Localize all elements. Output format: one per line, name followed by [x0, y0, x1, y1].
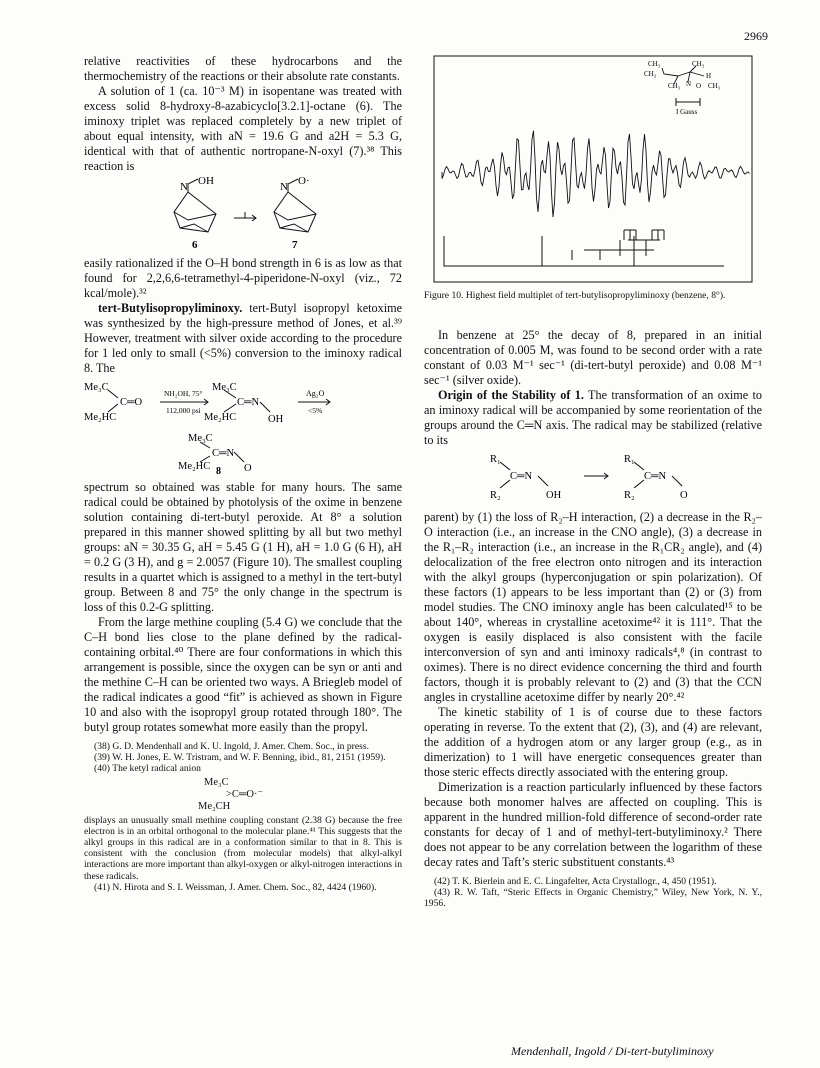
group-label: Me₂CH	[198, 800, 231, 812]
atom-label: O	[696, 82, 702, 90]
reagent-label: Ag₂O	[306, 389, 325, 398]
atom-label: CH₃	[648, 60, 661, 68]
group-label: OH	[268, 414, 284, 425]
group-label: OH	[546, 489, 562, 501]
paragraph: Dimerization is a reaction particularly influenced by these factors because both monomer halves are affected on coupling. This is apparent in the hundred million-fold difference of second-order rate constants for decay of 1 and of methyl-tert-butyliminoxy.² There does not appear to be any correlation between the logarithm of these decay rates and Taft’s steric substituent constants.⁴³	[424, 779, 762, 869]
compound-label: 8	[216, 466, 221, 474]
paragraph: relative reactivities of these hydrocarbons and the thermochemistry of the reactions or their absolute rate constants.	[84, 54, 402, 83]
section-heading: Origin of the Stability of 1.	[438, 387, 584, 402]
paragraph-text: tert-Butyl isopropyl ketoxime was synthesized by the high-pressure method of Jones, et al.³⁹ However, treatment with silver oxide according to the procedure for 1 led only to small (<5%) conversion to the iminoxy radical 8. The	[84, 301, 402, 375]
compound-label: 6	[192, 239, 198, 250]
paragraph	[424, 388, 762, 448]
gauss-label: I Gauss	[676, 108, 698, 116]
group-label: C═N	[644, 470, 667, 482]
group-label: Me₂HC	[204, 412, 237, 423]
paragraph: parent) by (1) the loss of R₂–H interaction, (2) a decrease in the R₂–O interaction (i.e., an increase in the CNO angle), (3) a decrease in the R₁–R₂ interaction (i.e., an increase in the R₁CR₂ angle), and (4) delocalization of the free electron onto nitrogen and its interaction with the alkyl groups (hyperconjugation or spin polarization). Of these factors (1) appears to be less important than (2) or (3) from model studies. The CNO iminoxy angle has been calculated¹⁵ to be about 140°, whereas in crystalline acetoxime⁴² it is 111°. That the oxygen is easily displaced is also consistent with the facile interconversion of syn and anti iminoxy radicals⁴,⁸ (in contrast to oximes). There is no direct evidence concerning the third and fourth factors, though it is probably relevant to (2) and (3) that the CCN angles in crystalline acetoxime differ by nearly 20°.⁴²	[424, 509, 762, 704]
section-heading: tert-Butylisopropyliminoxy.	[98, 301, 243, 315]
footnote: (41) N. Hirota and S. I. Weissman, J. Amer. Chem. Soc., 82, 4424 (1960).	[94, 881, 377, 893]
atom-label: H	[706, 72, 712, 80]
footnotes	[424, 876, 762, 910]
reagent-label: NH₂OH, 75°	[164, 389, 203, 398]
footnote: displays an unusually small methine coupling constant (2.38 G) because the free electron is in an orbital orthogonal to the molecular plane.⁴¹ This suggests that the alkyl groups in this radical are in a conformation similar to that in 8. This is consistent with the conclusion (from molecular models) that alkyl-alkyl interactions are more important than alkyl-oxygen or alkyl-nitrogen interactions in these radicals.	[84, 814, 402, 882]
page-number: 2969	[744, 29, 768, 43]
scheme-nortropane	[84, 176, 402, 254]
gauss-scale-bar	[676, 98, 700, 106]
group-label: C═N	[212, 448, 235, 459]
atom-label: N	[180, 181, 188, 193]
footnote: (39) W. H. Jones, E. W. Tristram, and W. F. Benning, ibid., 81, 2151 (1959).	[94, 752, 386, 764]
figure-caption: Figure 10. Highest field multiplet of tert-butylisopropyliminoxy (benzene, 8°).	[424, 290, 726, 301]
footnote: (38) G. D. Mendenhall and K. U. Ingold, J. Amer. Chem. Soc., in press.	[94, 741, 369, 752]
footnote: (40) The ketyl radical anion	[94, 763, 201, 775]
paragraph: A solution of 1 (ca. 10⁻³ M) in isopentane was treated with excess solid 8-hydroxy-8-azabicyclo[3.2.1]-octane (6). The iminoxy triplet was replaced completely by a new triplet of about equal intensity, with aN = 19.6 G and a2H = 5.3 G, identical with that of authentic nortropane-N-oxyl (7).³⁸ This reaction is	[84, 84, 402, 173]
spectrum-trace	[442, 131, 750, 217]
atom-label: CH₃	[644, 70, 657, 78]
paragraph-text: The transformation of an oxime to an iminoxy radical will be accompanied by some reorientation of the groups around the C═N axis. The radical may be stabilized (relative to its	[424, 387, 763, 447]
figure-10	[424, 54, 762, 302]
scheme-oxime-synthesis-drawing	[84, 378, 402, 474]
paragraph: spectrum so obtained was stable for many hours. The same radical could be obtained by photolysis of the oxime in benzene solution containing di-tert-butyl peroxide. At 8° a solution prepared in this manner showed splitting by all but two methyl groups: aN = 30.35 G, aH = 5.45 G (1 H), aH = 1.0 G (6 H), aH = 0.2 G (3 H), and g = 2.0057 (Figure 10). The smallest coupling results in a quartet which is assigned to a methyl in the tert-butyl group. Between 8 and 75° the only change in the spectrum is loss of this 0.2-G splitting.	[84, 480, 402, 614]
scheme-oxime-radical	[424, 450, 762, 508]
right-column	[424, 54, 762, 909]
reagent-label: 112,000 psi	[166, 406, 201, 415]
group-label: Me₂HC	[84, 412, 117, 423]
atom-label: N	[280, 181, 288, 193]
group-label: O	[680, 489, 688, 501]
left-column	[84, 54, 402, 893]
paragraph	[84, 301, 402, 376]
figure-frame	[434, 56, 752, 282]
group-label: C═N	[237, 397, 260, 408]
stick-diagram	[444, 230, 724, 266]
running-footer: Mendenhall, Ingold / Di-tert-butyliminoxy	[511, 1044, 714, 1058]
atom-label: CH₃	[692, 60, 705, 68]
group-label: C═O	[120, 397, 143, 408]
group-label: R₁	[490, 453, 501, 465]
group-label: C═N	[510, 470, 533, 482]
group-label: Me₃C	[204, 776, 229, 788]
group-label: >C═O·⁻	[226, 788, 263, 800]
esr-spectrum-figure	[424, 54, 762, 286]
footnote: (42) T. K. Bierlein and E. C. Lingafelter, Acta Crystallogr., 4, 450 (1951).	[434, 875, 717, 887]
group-label: R₂	[624, 489, 635, 501]
paragraph: From the large methine coupling (5.4 G) we conclude that the C–H bond lies close to the plane defined by the radical-containing orbital.⁴⁰ There are four conformations in which this arrangement is possible, since the oxygen can be syn or anti and the methine C–H can be oriented two ways. A Briegleb model of the radical indicates a good “fit” is achieved as shown in Figure 10 and also with the isopropyl group rotated through 180°. The butyl group rotates somewhat more easily than the propyl.	[84, 615, 402, 734]
paragraph: The kinetic stability of 1 is of course due to these factors operating in reverse. To the extent that (2), (3), and (4) are relevant, the addition of a hydrogen atom or any larger group (e.g., as in dimerization) to 1 will have energetic consequences greater than those steric effects directly associated with the entering group.	[424, 704, 762, 779]
group-label: Me₃C	[212, 382, 237, 393]
compound-label: 7	[292, 239, 298, 250]
atom-label: CH₃	[708, 82, 721, 90]
scheme-nortropane-drawing	[84, 176, 402, 250]
scheme-oxime-radical-drawing	[424, 450, 762, 504]
paragraph: easily rationalized if the O–H bond strength in 6 is as low as that found for 2,2,6,6-tetramethyl-4-piperidone-N-oxyl (viz., 72 kcal/mole).³²	[84, 256, 402, 300]
footnote: (43) R. W. Taft, “Steric Effects in Organic Chemistry,” Wiley, New York, N. Y., 1956.	[424, 886, 762, 909]
group-label: Me₂HC	[178, 461, 211, 472]
paragraph: In benzene at 25° the decay of 8, prepared in an initial concentration of 0.005 M, was found to be second order with a rate constant of 0.03 M⁻¹ sec⁻¹ (di-tert-butyl peroxide) and 0.08 M⁻¹ sec⁻¹ (silver oxide).	[424, 327, 762, 387]
atom-label: CH₃	[668, 82, 681, 90]
atom-label: O·	[298, 176, 310, 187]
scheme-oxime-synthesis	[84, 378, 402, 478]
footnotes	[84, 741, 402, 893]
group-label: O	[244, 463, 252, 474]
atom-label: OH	[198, 176, 214, 187]
reagent-label: <5%	[308, 406, 323, 415]
group-label: R₂	[490, 489, 501, 501]
atom-label: N	[686, 80, 692, 88]
group-label: Me₃C	[84, 382, 109, 393]
group-label: Me₃C	[188, 433, 213, 444]
group-label: R₁	[624, 453, 635, 465]
ketyl-structure	[198, 776, 402, 813]
